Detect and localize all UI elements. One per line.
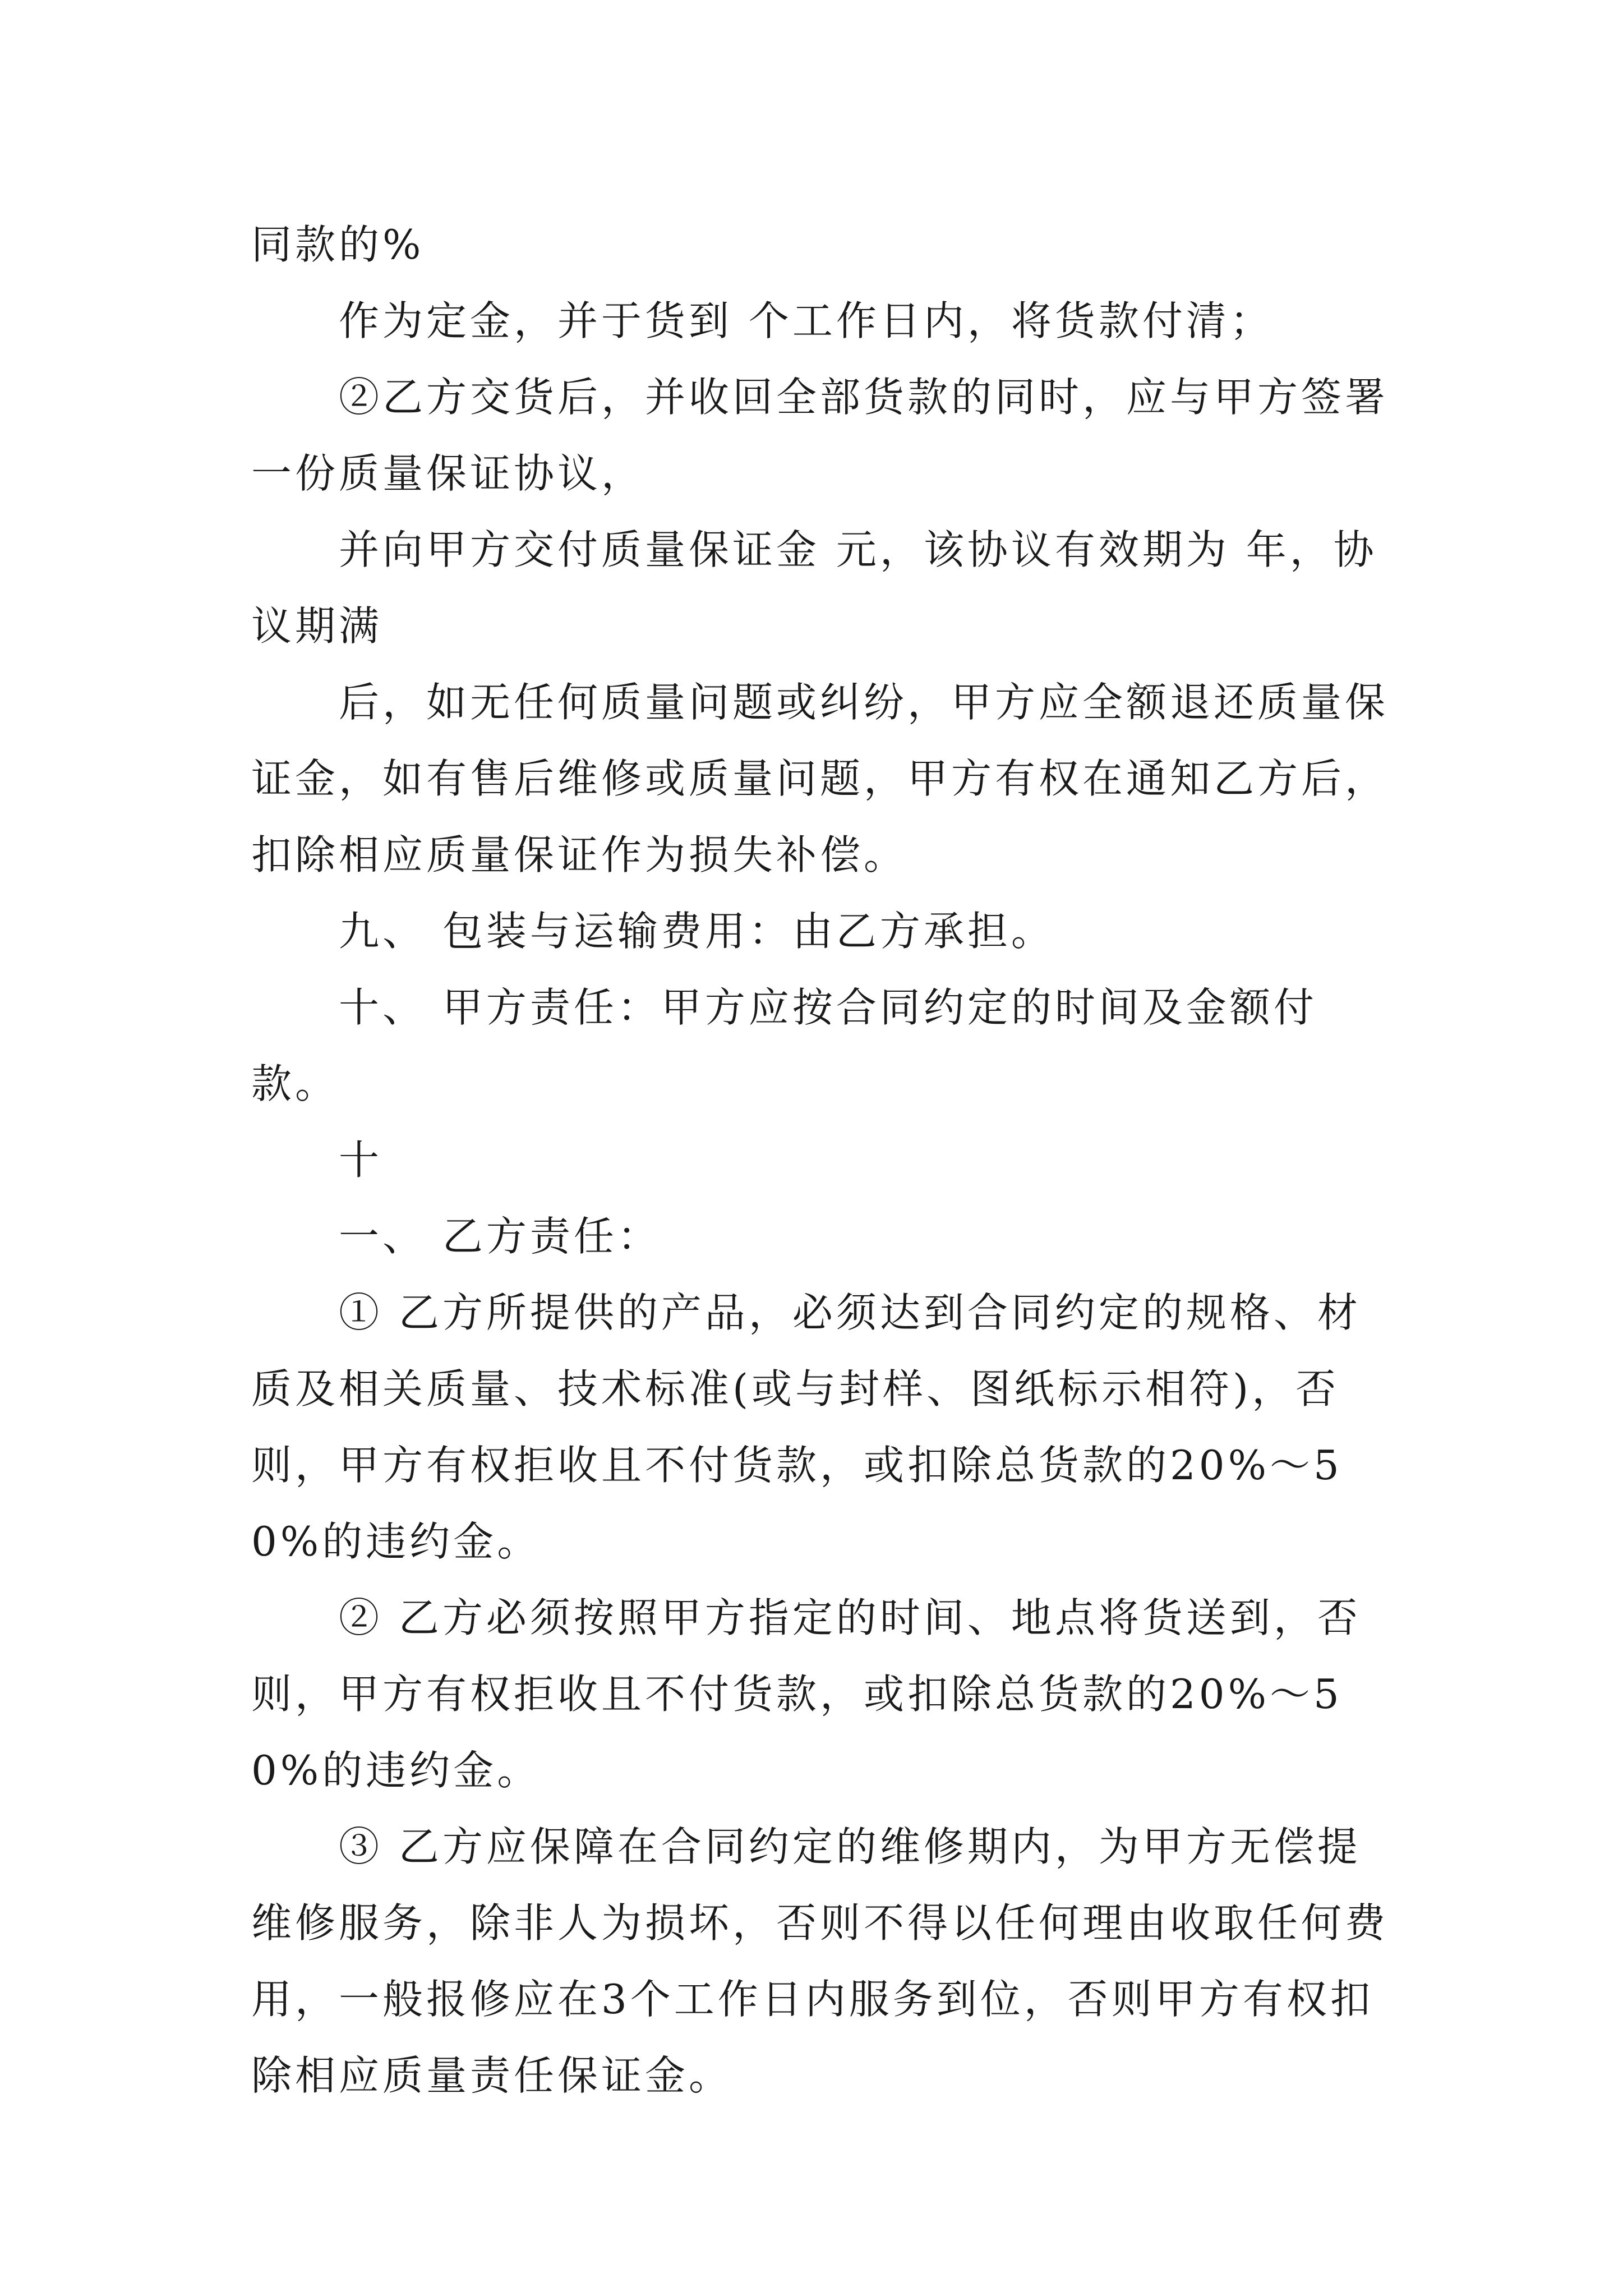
paragraph-5: 后，如无任何质量问题或纠纷，甲方应全额退还质量保证金，如有售后维修或质量问题，甲方有权在通知乙方后，扣除相应质量保证作为损失补偿。 — [251, 679, 1389, 878]
paragraph-10: ① 乙方所提供的产品，必须达到合同约定的规格、材质及相关质量、技术标准(或与封样、图纸标示相符)，否则，甲方有权拒收且不付货款，或扣除总货款的20%～50%的违约金。 — [251, 1289, 1361, 1565]
paragraph-6: 九、 包装与运输费用：由乙方承担。 — [339, 908, 1055, 955]
paragraph-4: 并向甲方交付质量保证金 元，该协议有效期为 年，协议期满 — [251, 526, 1377, 650]
paragraph-8: 十 — [339, 1137, 383, 1184]
paragraph-7: 十、 甲方责任：甲方应按合同约定的时间及金额付款。 — [251, 984, 1317, 1107]
paragraph-11: ② 乙方必须按照甲方指定的时间、地点将货送到，否则，甲方有权拒收且不付货款，或扣除总货款的20%～50%的违约金。 — [251, 1594, 1361, 1794]
paragraph-1: 同款的% — [251, 221, 425, 268]
paragraph-2: 作为定金，并于货到 个工作日内，将货款付清； — [339, 297, 1274, 344]
paragraph-3: ②乙方交货后，并收回全部货款的同时，应与甲方签署一份质量保证协议， — [251, 374, 1389, 497]
paragraph-12: ③ 乙方应保障在合同约定的维修期内，为甲方无偿提维修服务，除非人为损坏，否则不得以任何理由收取任何费用，一般报修应在3个工作日内服务到位，否则甲方有权扣除相应质量责任保证金。 — [251, 1823, 1389, 2099]
paragraph-9: 一、 乙方责任： — [339, 1213, 661, 1260]
document-body — [251, 206, 1395, 2114]
